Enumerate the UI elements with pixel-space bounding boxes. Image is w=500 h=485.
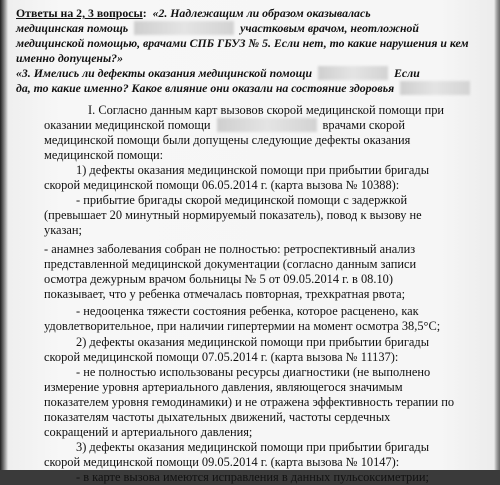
body-line: указан; — [44, 223, 82, 237]
redacted-name — [318, 66, 388, 80]
body-line: скорой медицинской помощи 09.05.2014 г. (карта вызова № 10147): — [44, 455, 400, 469]
body-line: скорой медицинской помощи 07.05.2014 г. (карта вызова № 11137): — [44, 350, 399, 364]
body-line: (превышает 20 минутный нормируемый показатель), повод к вызову не — [44, 208, 422, 222]
heading-line-3: медицинской помощью, врачами СПБ ГБУЗ № 5. Если нет, то какие нарушения и кем — [16, 36, 469, 50]
body-line: - недооценка тяжести состояния ребенка, которое расценено, как — [76, 304, 419, 318]
body-line: - анамнез заболевания собран не полностью: ретроспективный анализ — [44, 242, 416, 256]
heading-line-5: «3. Имелись ли дефекты оказания медицинской помощи Если — [16, 66, 420, 80]
body-line: медицинской помощи были допущены следующие дефекты оказания — [44, 133, 411, 147]
heading-line-6: да, то какие именно? Какое влияние они оказали на состояние здоровья — [16, 81, 486, 96]
body-line: скорой медицинской помощи 06.05.2014 г. (карта вызова № 10388): — [44, 178, 400, 192]
redacted-name — [134, 21, 234, 35]
body-line: - прибытие бригады скорой медицинской помощи с задержкой — [76, 193, 408, 207]
body-line: показателям частоты дыхательных движений, частоты сердечных — [44, 410, 391, 424]
list-item-1: 1) дефекты оказания медицинской помощи при прибытии бригады — [76, 163, 430, 177]
body-line: показателем уровня гемодинамики) и не отражена эффективность терапии по — [44, 395, 455, 409]
body-line: - в карте вызова имеются исправления в данных пульсоксиметрии; — [76, 470, 429, 484]
body-line: представленной медицинской документации (согласно данным записи — [44, 257, 417, 271]
body-line: сокращений и артериального давления; — [44, 425, 253, 439]
body-line: оказании медицинской помощи врачами скорой — [44, 118, 405, 132]
body-line: медицинской помощи: — [44, 148, 164, 162]
body-line: измерение уровня артериального давления, являющегося значимым — [44, 380, 403, 394]
body-line: показывает, что у ребенка отмечалась повторная, трехкратная рвота; — [44, 287, 406, 301]
redacted-name — [400, 81, 470, 95]
answers-label: Ответы на 2, 3 вопросы — [16, 6, 143, 20]
body-line: I. Согласно данным карт вызовов скорой медицинской помощи при — [88, 103, 445, 117]
heading-line-1: Ответы на 2, 3 вопросы: «2. Надлежащим ли образом оказывалась — [16, 6, 371, 20]
list-item-2: 2) дефекты оказания медицинской помощи при прибытии бригады — [76, 335, 430, 349]
body-line: удовлетворительное, при наличии гипертермии на момент осмотра 38,5°С; — [44, 319, 441, 333]
redacted-name — [217, 118, 317, 132]
body-line: осмотра дежурным врачом больницы № 5 от 09.05.2014 г. в 08.10) — [44, 272, 393, 286]
body-line: - не полностью использованы ресурсы диагностики (не выполнено — [76, 365, 431, 379]
page-edge-shadow-left — [0, 0, 8, 470]
heading-line-2: медицинская помощь участковым врачом, неотложной — [16, 21, 419, 35]
list-item-3: 3) дефекты оказания медицинской помощи при прибытии бригады — [76, 440, 430, 454]
page-edge-shadow-right — [494, 0, 500, 470]
question-3-text: «3. Имелись ли дефекты оказания медицинской помощи — [16, 66, 313, 80]
heading-line-4: именно допущены?» — [16, 51, 123, 65]
question-2-text: «2. Надлежащим ли образом оказывалась — [152, 6, 371, 20]
